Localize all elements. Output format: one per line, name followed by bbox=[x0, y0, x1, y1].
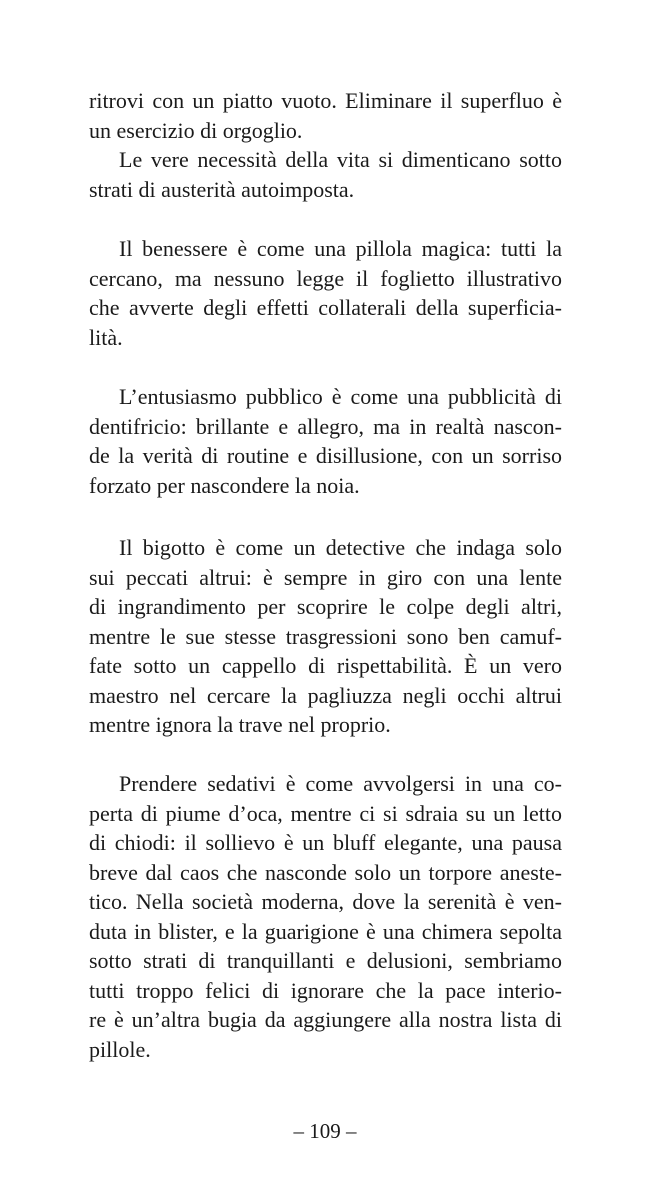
text-line: tutti troppo felici di ignorare che la pace interio- bbox=[89, 977, 562, 1003]
text-line: che avverte degli effetti collaterali della superficia- bbox=[89, 295, 562, 320]
text-line: Il bigotto è come un detective che indaga solo bbox=[119, 535, 562, 560]
text-line: strati di austerità autoimposta. bbox=[89, 176, 355, 202]
text-line: un esercizio di orgoglio. bbox=[89, 117, 303, 143]
text-line: mentre le sue stesse trasgressioni sono ben camuf- bbox=[89, 623, 562, 649]
text-line: di chiodi: il sollievo è un bluff elegante, una pausa bbox=[89, 830, 562, 855]
text-line: ritrovi con un piatto vuoto. Eliminare il superfluo è bbox=[89, 88, 562, 113]
text-line: fate sotto un cappello di rispettabilità. È un vero bbox=[89, 653, 562, 678]
paragraph-continuation bbox=[89, 86, 562, 145]
text-line: di ingrandimento per scoprire le colpe degli altri, bbox=[89, 594, 562, 619]
paragraph-necessita bbox=[89, 145, 562, 204]
text-line: maestro nel cercare la pagliuzza negli occhi altrui bbox=[89, 682, 562, 708]
text-line: Prendere sedativi è come avvolgersi in una co- bbox=[119, 771, 562, 796]
text-line: dentifricio: brillante e allegro, ma in realtà nascon- bbox=[89, 413, 562, 439]
text-line: perta di piume d’oca, mentre ci si sdraia su un letto bbox=[89, 800, 562, 826]
text-line: sotto strati di tranquillanti e delusioni, sembriamo bbox=[89, 948, 562, 973]
text-line: duta in blister, e la guarigione è una chimera sepolta bbox=[89, 918, 562, 944]
text-line: cercano, ma nessuno legge il foglietto illustrativo bbox=[89, 265, 562, 291]
text-line: Il benessere è come una pillola magica: tutti la bbox=[119, 236, 562, 261]
text-line: de la verità di routine e disillusione, con un sorriso bbox=[89, 443, 562, 468]
text-line: L’entusiasmo pubblico è come una pubblicità di bbox=[119, 384, 562, 409]
text-line: lità. bbox=[89, 324, 123, 350]
text-line: mentre ignora la trave nel proprio. bbox=[89, 712, 391, 737]
paragraph-bigotto bbox=[89, 533, 562, 740]
paragraph-entusiasmo bbox=[89, 382, 562, 500]
text-line: re è un’altra bugia da aggiungere alla nostra lista di bbox=[89, 1007, 562, 1032]
text-line: sui peccati altrui: è sempre in giro con una lente bbox=[89, 564, 562, 590]
text-line: Le vere necessità della vita si dimenticano sotto bbox=[119, 147, 562, 172]
text-line: tico. Nella società moderna, dove la serenità è ven- bbox=[89, 889, 562, 914]
page-number: – 109 – bbox=[293, 1119, 357, 1143]
text-line: forzato per nascondere la noia. bbox=[89, 472, 360, 498]
paragraph-benessere bbox=[89, 234, 562, 352]
text-line: breve dal caos che nasconde solo un torpore aneste- bbox=[89, 859, 562, 885]
text-line: pillole. bbox=[89, 1036, 151, 1062]
paragraph-sedativi bbox=[89, 769, 562, 1064]
